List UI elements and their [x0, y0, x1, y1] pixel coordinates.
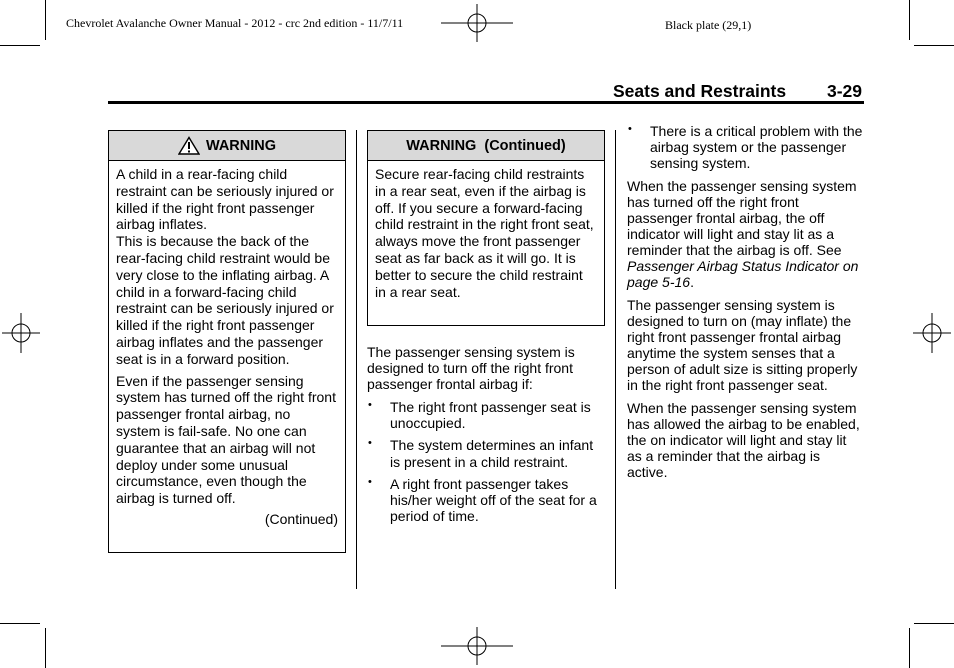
body-paragraph: The passenger sensing system is designed to turn off the right front passenger frontal airbag if:: [367, 344, 575, 393]
body-paragraph: The passenger sensing system is designed to turn on (may inflate) the right front passenger frontal airbag anytime the system senses that a person of adult size is sitting properly in the right front passenger seat.: [627, 296, 858, 394]
column-divider-2: [615, 130, 616, 589]
warning-body: [368, 161, 604, 300]
plate-label: Black plate (29,1): [665, 18, 752, 32]
warning-box-continued: [367, 130, 605, 326]
crop-mark-top-left-v: [45, 0, 46, 40]
list-item-text: The right front passenger seat is unoccupied.: [390, 398, 591, 431]
crop-mark-bottom-left-v: [45, 628, 46, 668]
warning-heading: WARNING (Continued): [406, 137, 566, 154]
page-number: 3-29: [827, 81, 863, 101]
header-rule: [108, 101, 864, 104]
warning-paragraph: This is because the back of the rear-facing child restraint would be very close to the inflating airbag. A child in a forward-facing child restraint can be seriously injured or killed if the right front passenger airbag inflates and the passenger seat is in a forward position.: [116, 233, 334, 367]
cross-reference-link[interactable]: Passenger Airbag Status Indicator on page 5-16: [627, 258, 859, 291]
warning-paragraph: A child in a rear-facing child restraint can be seriously injured or killed if the right front passenger airbag inflates.: [116, 166, 334, 233]
list-item: [627, 123, 864, 171]
warning-box: [108, 130, 346, 553]
bullet-icon: •: [628, 123, 632, 135]
list-item: [367, 399, 607, 431]
list-item: [367, 476, 607, 524]
warning-heading: WARNING: [205, 137, 277, 154]
warning-header: [368, 131, 604, 161]
column-3-text: [627, 123, 864, 487]
body-paragraph: When the passenger sensing system has allowed the airbag to be enabled, the on indicator will light and stay lit as a reminder that the airbag is active.: [627, 400, 860, 481]
registration-target-right-icon: [913, 313, 951, 353]
bullet-icon: •: [368, 437, 372, 450]
body-paragraph: [627, 178, 864, 291]
list-item-text: A right front passenger takes his/her weight off of the seat for a period of time.: [390, 476, 597, 525]
warning-triangle-icon: [178, 136, 200, 155]
bullet-icon: •: [368, 476, 372, 489]
list-item: [367, 437, 607, 469]
crop-mark-top-right-h: [914, 45, 954, 46]
crop-mark-bottom-right-h: [914, 623, 954, 624]
list-item-text: The system determines an infant is present in a child restraint.: [390, 437, 594, 470]
manual-header-line: Chevrolet Avalanche Owner Manual - 2012 - crc 2nd edition - 11/7/11: [66, 16, 404, 30]
list-item-text: There is a critical problem with the airbag system or the passenger sensing system.: [650, 123, 863, 172]
warning-body: [109, 161, 345, 528]
warning-paragraph: Even if the passenger sensing system has turned off the right front passenger frontal airbag, no system is fail-safe. No one can guarantee that an airbag will not deploy under some unusual circumstance, even though the airbag is turned off.: [116, 372, 336, 507]
warning-paragraph: Secure rear-facing child restraints in a rear seat, even if the airbag is off. If you secure a forward-facing child restraint in the right front seat, always move the front passenger seat as far back as it will go. It is better to secure the child restraint in a rear seat.: [375, 166, 594, 300]
registration-target-bottom-icon: [441, 627, 513, 665]
warning-header: [109, 131, 345, 161]
bullet-icon: •: [368, 398, 372, 411]
column-2-text: [367, 344, 607, 531]
crop-mark-bottom-right-v: [909, 628, 910, 668]
crop-mark-bottom-left-h: [0, 623, 40, 624]
punctuation: .: [690, 274, 694, 291]
column-divider-1: [356, 130, 357, 589]
crop-mark-top-left-h: [0, 45, 40, 46]
crop-mark-top-right-v: [909, 0, 910, 40]
registration-target-left-icon: [2, 313, 40, 353]
continued-label: (Continued): [264, 510, 338, 527]
section-title: Seats and Restraints: [613, 81, 787, 101]
body-text: When the passenger sensing system has turned off the right front passenger frontal airbag, the off indicator will light and stay lit as a reminder that the airbag is off. See: [627, 177, 857, 259]
registration-target-top-icon: [441, 4, 513, 42]
